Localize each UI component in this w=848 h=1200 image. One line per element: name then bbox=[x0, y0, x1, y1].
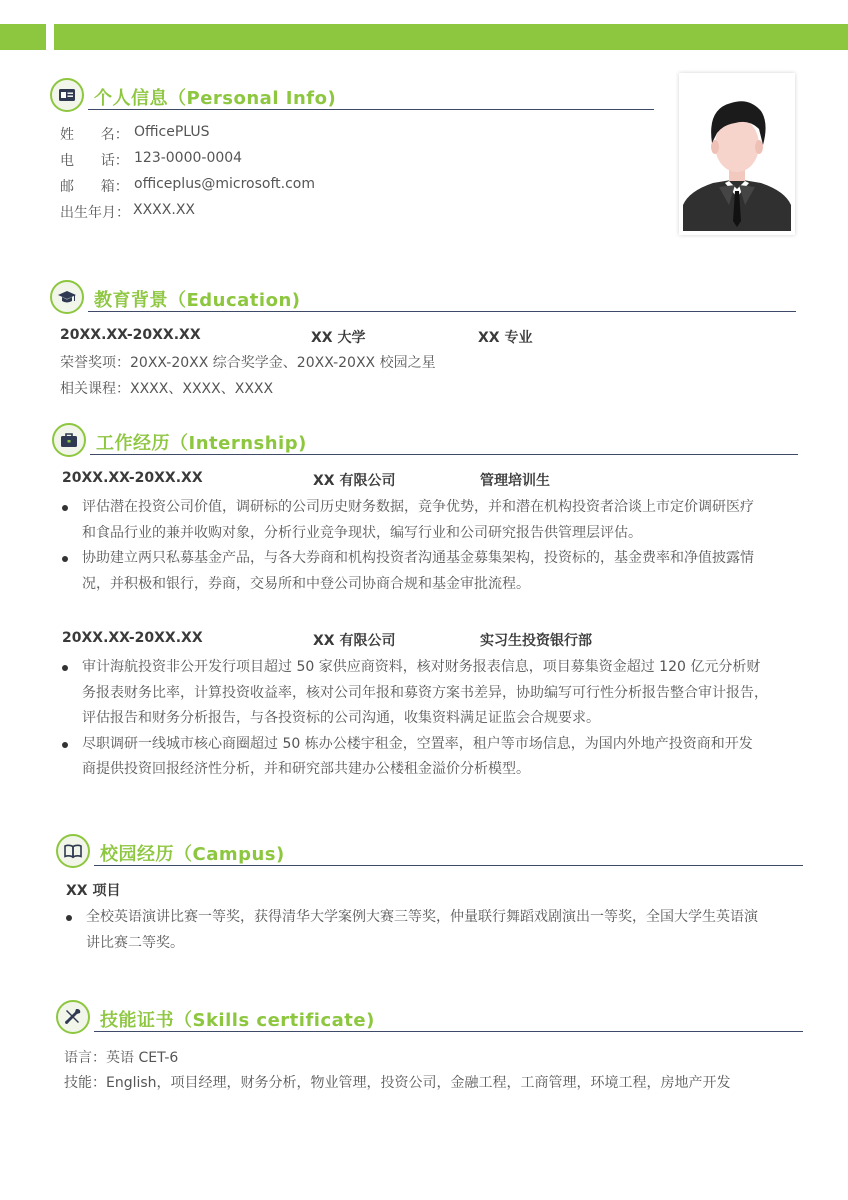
id-card-icon bbox=[50, 78, 84, 112]
open-book-icon bbox=[56, 834, 90, 868]
bullet-line: 和食品行业的兼并收购对象，分析行业竞争现状，编写行业和公司研究报告供管理层评估。 bbox=[82, 524, 642, 541]
bullet-line: 商提供投资回报经济性分析，并和研究部共建办公楼租金溢价分析模型。 bbox=[82, 761, 530, 777]
field-label: 姓 名： bbox=[60, 127, 129, 143]
section-title: 工作经历（Internship) bbox=[96, 433, 307, 454]
section-education-header bbox=[50, 280, 798, 320]
bullet-line: 审计海航投资非公开发行项目超过 50 家供应商资料，核对财务报表信息，项目募集资金超过 120 亿元分析财 bbox=[82, 659, 761, 675]
job-role: 管理培训生 bbox=[480, 473, 550, 489]
graduation-cap-icon bbox=[50, 280, 84, 314]
section-skills-header bbox=[56, 1000, 803, 1040]
bullet-dot-icon bbox=[62, 505, 68, 511]
bullet-item bbox=[62, 546, 802, 597]
education-school: XX 大学 bbox=[311, 330, 366, 346]
bullet-text bbox=[82, 495, 754, 546]
top-accent-bar-left bbox=[0, 24, 46, 50]
field-value: XXXX.XX bbox=[133, 202, 195, 218]
section-divider bbox=[94, 1031, 803, 1032]
bullet-line: 尽职调研一线城市核心商圈超过 50 栋办公楼宇租金，空置率，租户等市场信息，为国内外地产投资商和开发 bbox=[82, 735, 753, 752]
bullet-item bbox=[66, 905, 806, 956]
field-value: 123-0000-0004 bbox=[134, 150, 243, 166]
education-courses: 相关课程：XXXX、XXXX、XXXX bbox=[60, 381, 274, 397]
tools-icon bbox=[56, 1000, 90, 1034]
bullet-text bbox=[82, 546, 754, 597]
field-value: officeplus@microsoft.com bbox=[134, 176, 315, 192]
section-divider bbox=[88, 109, 654, 110]
job-company: XX 有限公司 bbox=[313, 633, 396, 649]
bullet-line: 务报表财务比率，计算投资收益率，核对公司年报和募资方案书差异，协助编写可行性分析报告整合审计报告， bbox=[82, 684, 768, 701]
section-personal-header bbox=[50, 78, 656, 118]
section-title: 校园经历（Campus) bbox=[100, 844, 285, 865]
job-company: XX 有限公司 bbox=[313, 473, 396, 489]
field-label: 邮 箱： bbox=[60, 179, 129, 195]
section-divider bbox=[90, 454, 798, 455]
bullet-item bbox=[62, 495, 802, 546]
bullet-text bbox=[86, 905, 758, 956]
skills-list: 技能：English，项目经理，财务分析，物业管理，投资公司，金融工程，工商管理，环境工程，房地产开发 bbox=[64, 1075, 731, 1091]
section-work-header bbox=[52, 423, 798, 463]
field-label: 电 话： bbox=[60, 153, 129, 169]
section-divider bbox=[94, 865, 803, 866]
bullet-line: 全校英语演讲比赛一等奖，获得清华大学案例大赛三等奖，仲量联行舞蹈戏剧演出一等奖，全国大学生英语演 bbox=[86, 909, 758, 925]
job-period: 20XX.XX-20XX.XX bbox=[62, 630, 203, 646]
campus-project: XX 项目 bbox=[66, 883, 121, 899]
education-period: 20XX.XX-20XX.XX bbox=[60, 327, 201, 343]
job-role: 实习生投资银行部 bbox=[480, 633, 592, 649]
bullet-dot-icon bbox=[62, 556, 68, 562]
field-value: OfficePLUS bbox=[134, 124, 210, 140]
section-campus-header bbox=[56, 834, 803, 874]
education-major: XX 专业 bbox=[478, 330, 533, 346]
bullet-text bbox=[82, 732, 753, 783]
avatar-icon bbox=[679, 73, 795, 235]
job-period: 20XX.XX-20XX.XX bbox=[62, 470, 203, 486]
bullet-dot-icon bbox=[62, 665, 68, 671]
bullet-line: 评估报告和财务分析报告，与各投资标的公司沟通，收集资料满足证监会合规要求。 bbox=[82, 710, 600, 726]
bullet-line: 协助建立两只私募基金产品，与各大券商和机构投资者沟通基金募集架构，投资标的，基金费率和净值披露情 bbox=[82, 550, 754, 566]
bullet-item bbox=[62, 732, 802, 783]
bullet-dot-icon bbox=[62, 742, 68, 748]
bullet-dot-icon bbox=[66, 915, 72, 921]
briefcase-icon bbox=[52, 423, 86, 457]
section-title: 个人信息（Personal Info) bbox=[94, 88, 337, 109]
education-honors: 荣誉奖项：20XX-20XX 综合奖学金、20XX-20XX 校园之星 bbox=[60, 355, 436, 371]
section-title: 技能证书（Skills certificate) bbox=[100, 1010, 375, 1031]
section-divider bbox=[88, 311, 796, 312]
top-accent-bar-right bbox=[54, 24, 848, 50]
bullet-item bbox=[62, 655, 802, 732]
bullet-line: 况，并积极和银行，券商，交易所和中登公司协商合规和基金审批流程。 bbox=[82, 575, 530, 592]
skills-language: 语言：英语 CET-6 bbox=[64, 1050, 179, 1066]
bullet-line: 讲比赛二等奖。 bbox=[86, 934, 184, 951]
section-title: 教育背景（Education) bbox=[94, 290, 301, 311]
profile-photo bbox=[679, 73, 795, 235]
field-label: 出生年月： bbox=[60, 205, 130, 221]
bullet-text bbox=[82, 655, 768, 732]
bullet-line: 评估潜在投资公司价值，调研标的公司历史财务数据，竞争优势，并和潜在机构投资者洽谈上市定价调研医疗 bbox=[82, 499, 754, 515]
